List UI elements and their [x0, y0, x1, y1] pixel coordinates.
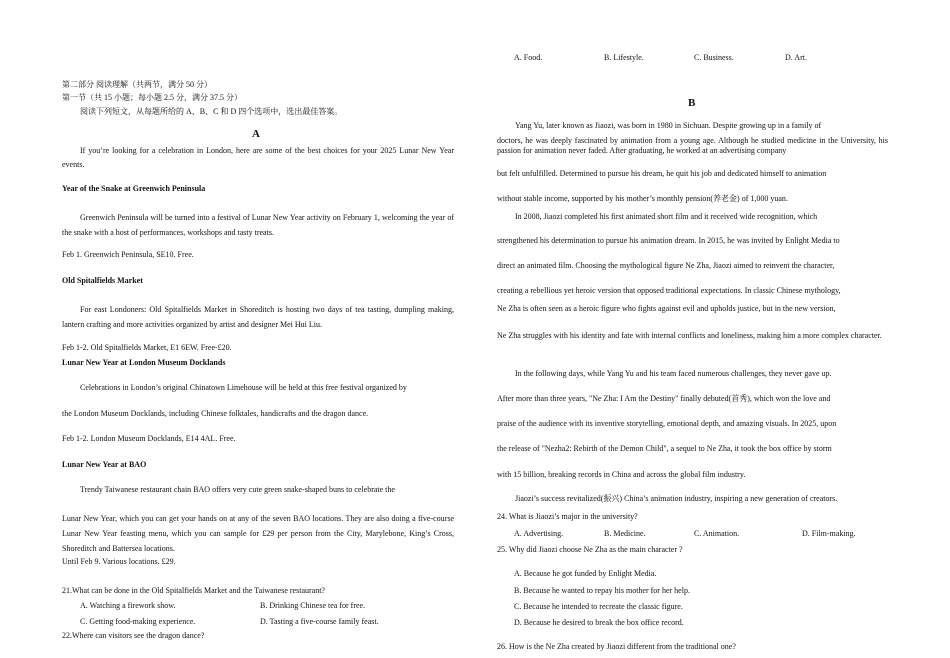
event-body: the London Museum Docklands, including Chinese folktales, handicrafts and the dragon dance.	[62, 409, 369, 418]
passage-b-label: B	[688, 97, 696, 109]
paragraph-line: After more than three years, "Ne Zha: I Am the Destiny" finally debuted(首秀), which won the love and	[497, 394, 831, 403]
event-body: Celebrations in London’s original Chinatown Limehouse will be held at this free festival organized by	[80, 383, 407, 392]
option-d: D. Because he desired to break the box office record.	[514, 618, 684, 627]
option-c: C. Animation.	[694, 529, 740, 538]
paragraph-line: without stable income, supported by his mother’s monthly pension(养老金) of 1,000 yuan.	[497, 194, 788, 203]
event-details: Until Feb 9. Various locations. £29.	[62, 557, 176, 566]
intro-paragraph: If you’re looking for a celebration in London, here are some of the best choices for your 2025 Lunar New Year events.	[62, 146, 454, 169]
section-header: 第二部分 阅读理解（共两节，满分 50 分）	[62, 80, 212, 89]
event-title: Lunar New Year at London Museum Docklands	[62, 358, 226, 367]
paragraph-line: doctors, he was deeply fascinated by animation from a young age. Although he studied medicine in the University, his passion for animation never faded. After graduating, he worked at an advertising company	[497, 136, 888, 155]
event-details: Feb 1. Greenwich Peninsula, SE10. Free.	[62, 250, 194, 259]
passage-a-label: A	[252, 128, 260, 140]
option-d: D. Tasting a five-course family feast.	[260, 617, 379, 626]
option-a: A. Watching a firework show.	[80, 601, 176, 610]
question-stem: 22.Where can visitors see the dragon dance?	[62, 631, 205, 640]
option-b: B. Drinking Chinese tea for free.	[260, 601, 366, 610]
question-stem: 24. What is Jiaozi’s major in the university?	[497, 512, 638, 521]
event-title: Year of the Snake at Greenwich Peninsula	[62, 184, 206, 193]
paragraph-line: direct an animated film. Choosing the mythological figure Ne Zha, Jiaozi aimed to reinvent the character,	[497, 261, 835, 270]
event-details: Feb 1-2. Old Spitalfields Market, E1 6EW. Free-£20.	[62, 343, 232, 352]
option-b: B. Because he wanted to repay his mother for her help.	[514, 586, 690, 595]
paragraph-line: strengthened his determination to pursue his animation dream. In 2015, he was invited by Enlight Media to	[497, 236, 840, 245]
option-a: A. Advertising.	[514, 529, 564, 538]
paragraph-line: Yang Yu, later known as Jiaozi, was born in 1980 in Sichuan. Despite growing up in a family of	[515, 121, 822, 130]
event-body: Trendy Taiwanese restaurant chain BAO offers very cute green snake-shaped buns to celebrate the	[80, 485, 395, 494]
option-c: C. Because he intended to recreate the classic figure.	[514, 602, 683, 611]
paragraph-line: Ne Zha struggles with his identity and fate with internal conflicts and loneliness, making him a more complex character.	[497, 331, 882, 340]
question-stem: 21.What can be done in the Old Spitalfields Market and the Taiwanese restaurant?	[62, 586, 325, 595]
event-details: Feb 1-2. London Museum Docklands, E14 4AL. Free.	[62, 434, 236, 443]
option-a: A. Because he got funded by Enlight Media.	[514, 569, 657, 578]
sub-header: 第一节（共 15 小题；每小题 2.5 分，满分 37.5 分）	[62, 93, 242, 102]
option-c: C. Getting food-making experience.	[80, 617, 196, 626]
option-c: C. Business.	[694, 53, 734, 62]
instruction: 阅读下列短文，从每题所给的 A、B、C 和 D 四个选项中，选出最佳答案。	[80, 107, 343, 116]
event-body: Greenwich Peninsula will be turned into a festival of Lunar New Year activity on February 1, welcoming the year of the snake with a host of performances, workshops and tasty treats.	[62, 213, 454, 237]
event-body: Lunar New Year, which you can get your hands on at any of the seven BAO locations. They are also doing a five-course Lunar New Year feasting menu, which you can sample for £29 per person from the City, Marylebone, King’s Cross, Shoreditch and Battersea locations.	[62, 514, 454, 553]
paragraph-line: In the following days, while Yang Yu and his team faced numerous challenges, they never gave up.	[515, 369, 832, 378]
paragraph-line: Ne Zha is often seen as a heroic figure who fights against evil and upholds justice, but in the new version,	[497, 304, 836, 313]
paragraph-line: praise of the audience with its inventive storytelling, emotional depth, and amazing visuals. In 2025, upon	[497, 419, 837, 428]
paragraph-line: the release of "Nezha2: Rebirth of the Demon Child", a sequel to Ne Zha, it took the box office by storm	[497, 444, 832, 453]
option-d: D. Film-making.	[802, 529, 856, 538]
paragraph-line: Jiaozi’s success revitalized(振兴) China’s animation industry, inspiring a new generation of creators.	[515, 494, 838, 503]
question-stem: 26. How is the Ne Zha created by Jiaozi different from the traditional one?	[497, 642, 736, 651]
event-title: Lunar New Year at BAO	[62, 460, 147, 469]
event-title: Old Spitalfields Market	[62, 276, 143, 285]
option-a: A. Food.	[514, 53, 543, 62]
paragraph-line: but felt unfulfilled. Determined to pursue his dream, he quit his job and dedicated himself to animation	[497, 169, 827, 178]
option-b: B. Medicine.	[604, 529, 646, 538]
option-d: D. Art.	[785, 53, 807, 62]
paragraph-line: with 15 billion, breaking records in China and across the global film industry.	[497, 470, 746, 479]
event-body: For east Londoners: Old Spitalfields Market in Shoreditch is hosting two days of tea tasting, dumpling making, lantern crafting and more activities organized by artist and designer Mei Hui Liu.	[62, 305, 454, 329]
question-stem: 25. Why did Jiaozi choose Ne Zha as the main character ?	[497, 545, 683, 554]
option-b: B. Lifestyle.	[604, 53, 644, 62]
paragraph-line: creating a rebellious yet heroic version that opposed traditional expectations. In classic Chinese mythology,	[497, 286, 841, 295]
paragraph-line: In 2008, Jiaozi completed his first animated short film and it received wide recognition, which	[515, 212, 818, 221]
